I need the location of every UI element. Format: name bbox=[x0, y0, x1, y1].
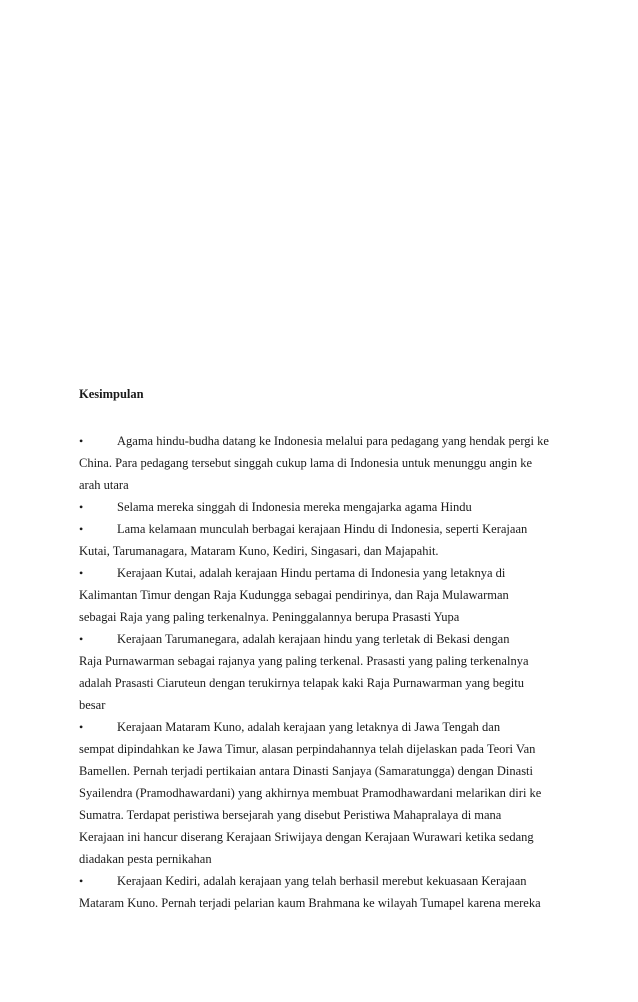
line-text: sempat dipindahkan ke Jawa Timur, alasan perpindahannya telah dijelaskan pada Teori Van bbox=[79, 742, 536, 756]
bullet-paragraph-5 bbox=[79, 631, 509, 647]
bullet-paragraph-7 bbox=[79, 873, 527, 889]
line-text: besar bbox=[79, 698, 106, 712]
line-text: Kerajaan Mataram Kuno, adalah kerajaan yang letaknya di Jawa Tengah dan bbox=[117, 720, 501, 734]
line-text: adalah Prasasti Ciaruteun dengan terukirnya telapak kaki Raja Purnawarman yang begitu bbox=[79, 676, 524, 690]
line-text: Lama kelamaan munculah berbagai kerajaan Hindu di Indonesia, seperti Kerajaan bbox=[117, 522, 528, 536]
heading-kesimpulan: Kesimpulan bbox=[79, 387, 144, 401]
line-text: Agama hindu-budha datang ke Indonesia melalui para pedagang yang hendak pergi ke bbox=[117, 434, 549, 448]
line-text: China. Para pedagang tersebut singgah cukup lama di Indonesia untuk menunggu angin ke bbox=[79, 456, 533, 470]
bullet-icon: • bbox=[79, 522, 84, 536]
line-text: Kerajaan Kediri, adalah kerajaan yang telah berhasil merebut kekuasaan Kerajaan bbox=[117, 874, 527, 888]
bullet-paragraph-3 bbox=[79, 521, 527, 537]
line-text: arah utara bbox=[79, 478, 129, 492]
bullet-icon: • bbox=[79, 720, 84, 734]
line-text: sebagai Raja yang paling terkenalnya. Peninggalannya berupa Prasasti Yupa bbox=[79, 610, 460, 624]
line-text: Sumatra. Terdapat peristiwa bersejarah yang disebut Peristiwa Mahapralaya di mana bbox=[79, 808, 502, 822]
line-text: Syailendra (Pramodhawardani) yang akhirnya membuat Pramodhawardani melarikan diri ke bbox=[79, 786, 542, 800]
bullet-paragraph-6 bbox=[79, 719, 500, 735]
bullet-paragraph-2 bbox=[79, 499, 472, 515]
line-text: Selama mereka singgah di Indonesia mereka mengajarka agama Hindu bbox=[117, 500, 472, 514]
line-text: Kerajaan Tarumanegara, adalah kerajaan hindu yang terletak di Bekasi dengan bbox=[117, 632, 510, 646]
line-text: Kerajaan Kutai, adalah kerajaan Hindu pertama di Indonesia yang letaknya di bbox=[117, 566, 506, 580]
line-text: Raja Purnawarman sebagai rajanya yang paling terkenal. Prasasti yang paling terkenalnya bbox=[79, 654, 529, 668]
line-text: Kalimantan Timur dengan Raja Kudungga sebagai pendirinya, dan Raja Mulawarman bbox=[79, 588, 509, 602]
bullet-icon: • bbox=[79, 632, 84, 646]
bullet-icon: • bbox=[79, 500, 84, 514]
bullet-icon: • bbox=[79, 566, 84, 580]
line-text: Mataram Kuno. Pernah terjadi pelarian kaum Brahmana ke wilayah Tumapel karena mereka bbox=[79, 896, 541, 910]
bullet-icon: • bbox=[79, 434, 84, 448]
line-text: diadakan pesta pernikahan bbox=[79, 852, 212, 866]
line-text: Kutai, Tarumanagara, Mataram Kuno, Kediri, Singasari, dan Majapahit. bbox=[79, 544, 439, 558]
line-text: Kerajaan ini hancur diserang Kerajaan Sriwijaya dengan Kerajaan Wurawari ketika sedang bbox=[79, 830, 534, 844]
bullet-icon: • bbox=[79, 874, 84, 888]
bullet-paragraph-1 bbox=[79, 433, 549, 449]
line-text: Bamellen. Pernah terjadi pertikaian antara Dinasti Sanjaya (Samaratungga) dengan Dinasti bbox=[79, 764, 534, 778]
bullet-paragraph-4 bbox=[79, 565, 505, 581]
